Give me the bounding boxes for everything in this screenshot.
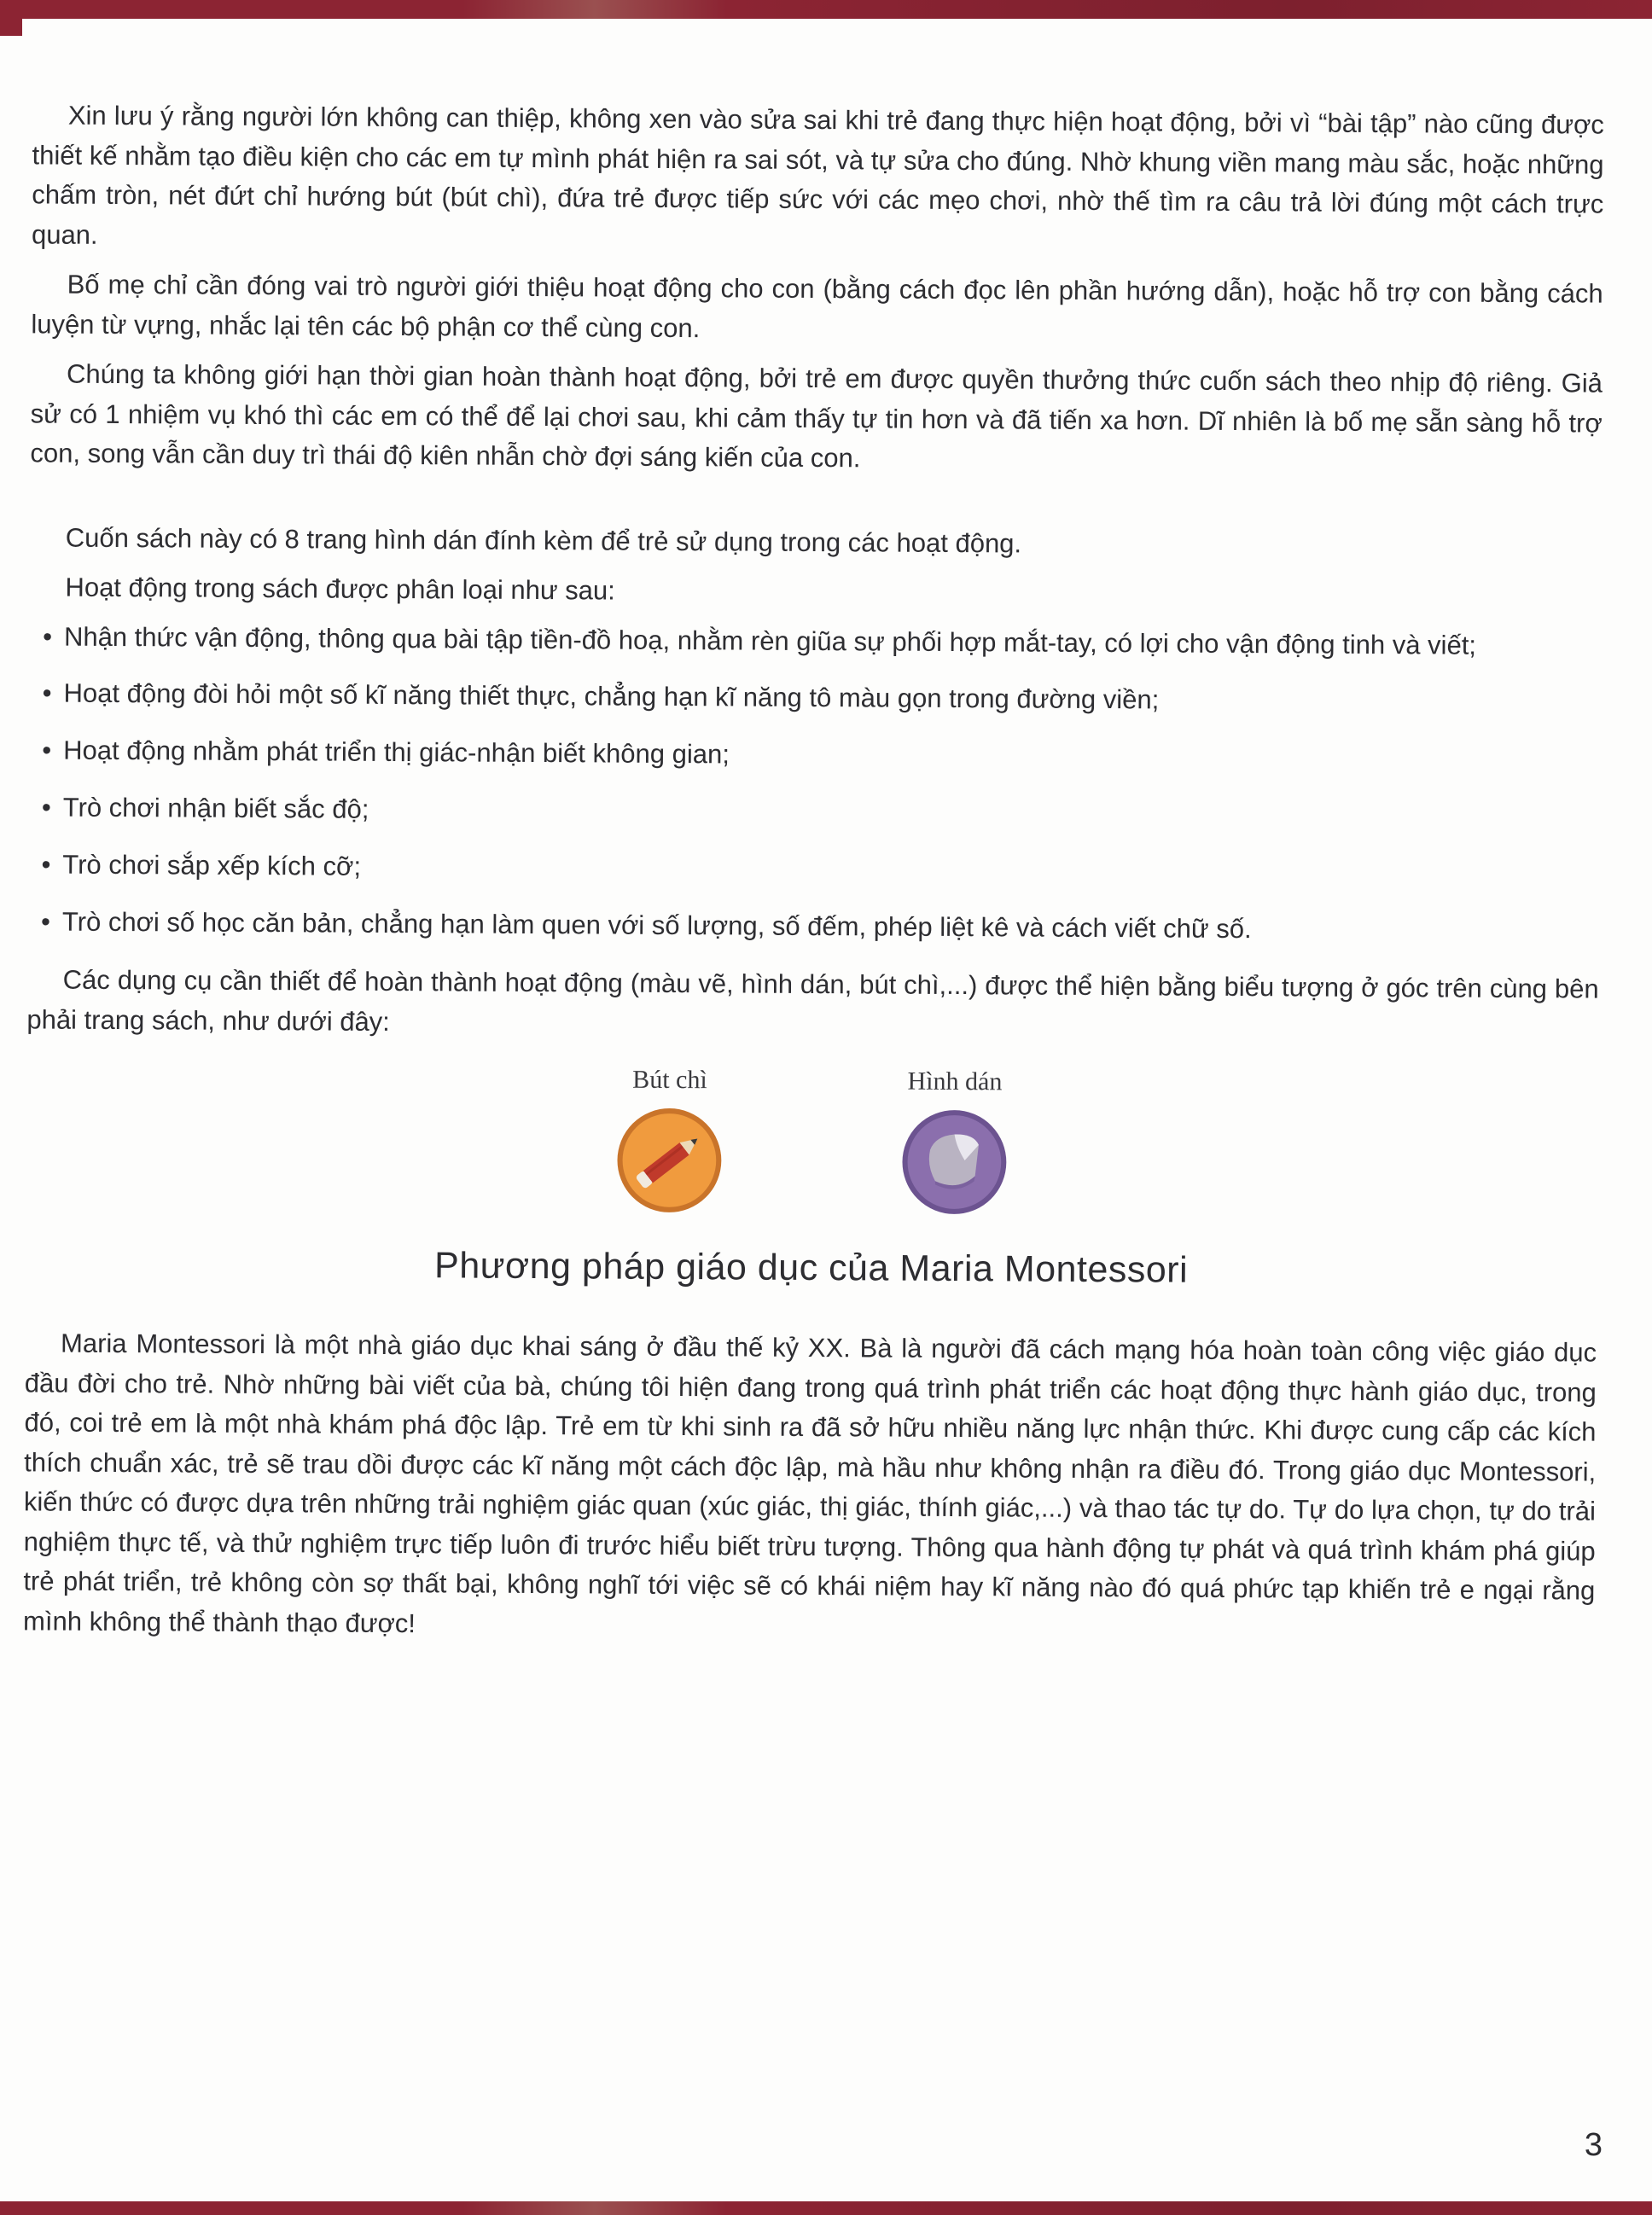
page-content xyxy=(23,96,1604,1660)
intro-paragraph-1: Xin lưu ý rằng người lớn không can thiệp, không xen vào sửa sai khi trẻ đang thực hiện hoạt động, bởi vì “bài tập” nào cũng được thiết kế nhằm tạo điều kiện cho các em tự mình phát hiện ra sai sót, và tự sửa cho đúng. Nhờ khung viền mang màu sắc, hoặc những chấm tròn, nét đứt chỉ hướng bút (bút chì), đứa trẻ được tiếp sức với các mẹo chơi, nhờ thế tìm ra câu trả lời đúng một cách trực quan. xyxy=(31,100,1604,250)
list-item: • Trò chơi số học căn bản, chẳng hạn làm quen với số lượng, số đếm, phép liệt kê và cách viết chữ số. xyxy=(41,904,1599,951)
activity-type-list xyxy=(27,618,1601,951)
pencil-symbol xyxy=(612,1066,727,1218)
section-title: Phương pháp giáo dục của Maria Montessori xyxy=(433,1245,1189,1291)
pencil-icon-label: Bút chì xyxy=(632,1065,707,1095)
montessori-paragraph: Maria Montessori là một nhà giáo dục khai sáng ở đầu thế kỷ XX. Bà là người đã cách mạng hóa hoàn toàn công việc giáo dục đầu đời cho trẻ. Nhờ những bài viết của bà, chúng tôi hiện đang trong quá trình phát triển các hoạt động thực hành giáo dục, trong đó, coi trẻ em là một nhà khám phá độc lập. Trẻ em từ khi sinh ra đã sở hữu nhiều năng lực nhận thức. Khi được cung cấp các kích thích chuẩn xác, trẻ sẽ trau dồi được các kĩ năng một cách độc lập, mà hầu như không nhận ra điều đó. Trong giáo dục Montessori, kiến thức có được dựa trên những trải nghiệm giác quan (xúc giác, thị giác, thính giác,...) và thao tác tự do. Tự do lựa chọn, tự do trải nghiệm thực tế, và thử nghiệm trực tiếp luôn đi trước hiểu biết trừu tượng. Thông qua hành động tự phát và quá trình khám phá giúp trẻ phát triển, trẻ không còn sợ thất bại, không nghĩ tới việc sẽ có khái niệm hay kĩ năng nào đó quá phức tạp khiến trẻ e ngại rằng mình không thể thành thạo được! xyxy=(22,1328,1597,1638)
page-bottom-border xyxy=(0,2201,1652,2215)
page-top-border xyxy=(0,0,1652,19)
intro-paragraph-3: Chúng ta không giới hạn thời gian hoàn thành hoạt động, bởi trẻ em được quyền thưởng thức cuốn sách theo nhịp độ riêng. Giả sử có 1 nhiệm vụ khó thì các em có thể để lại chơi sau, khi cảm thấy tự tin hơn và đã tiến xa hơn. Dĩ nhiên là bố mẹ sẵn sàng hỗ trợ con, song vẫn cần duy trì thái độ kiên nhẫn chờ đợi sáng kiến của con. xyxy=(30,358,1603,474)
list-item: • Hoạt động nhằm phát triển thị giác-nhận biết không gian; xyxy=(42,732,1600,780)
list-item: • Nhận thức vận động, thông qua bài tập tiền-đồ hoạ, nhằm rèn giũa sự phối hợp mắt-tay, có lợi cho vận động tinh và viết; xyxy=(43,618,1601,666)
stickers-note: Cuốn sách này có 8 trang hình dán đính kèm để trẻ sử dụng trong các hoạt động. xyxy=(65,522,1022,558)
symbols-row xyxy=(26,1061,1598,1223)
page-corner-border xyxy=(0,0,22,36)
pencil-icon xyxy=(612,1103,727,1218)
list-item: • Hoạt động đòi hỏi một số kĩ năng thiết thực, chẳng hạn kĩ năng tô màu gọn trong đường viền; xyxy=(43,675,1601,723)
sticker-icon xyxy=(897,1105,1012,1220)
list-item: • Trò chơi nhận biết sắc độ; xyxy=(42,789,1600,837)
intro-paragraph-2: Bố mẹ chỉ cần đóng vai trò người giới thiệu hoạt động cho con (bằng cách đọc lên phần hướng dẫn), hoặc hỗ trợ con bằng cách luyện từ vựng, nhắc lại tên các bộ phận cơ thể cùng con. xyxy=(31,269,1603,343)
tools-note: Các dụng cụ cần thiết để hoàn thành hoạt động (màu vẽ, hình dán, bút chì,...) được thể hiện bằng biểu tượng ở góc trên cùng bên phải trang sách, như dưới đây: xyxy=(26,964,1599,1037)
sticker-symbol xyxy=(897,1067,1012,1220)
sticker-icon-label: Hình dán xyxy=(907,1067,1003,1096)
list-intro: Hoạt động trong sách được phân loại như sau: xyxy=(65,572,615,606)
page-number: 3 xyxy=(1584,2127,1603,2163)
list-item: • Trò chơi sắp xếp kích cỡ; xyxy=(41,846,1599,894)
